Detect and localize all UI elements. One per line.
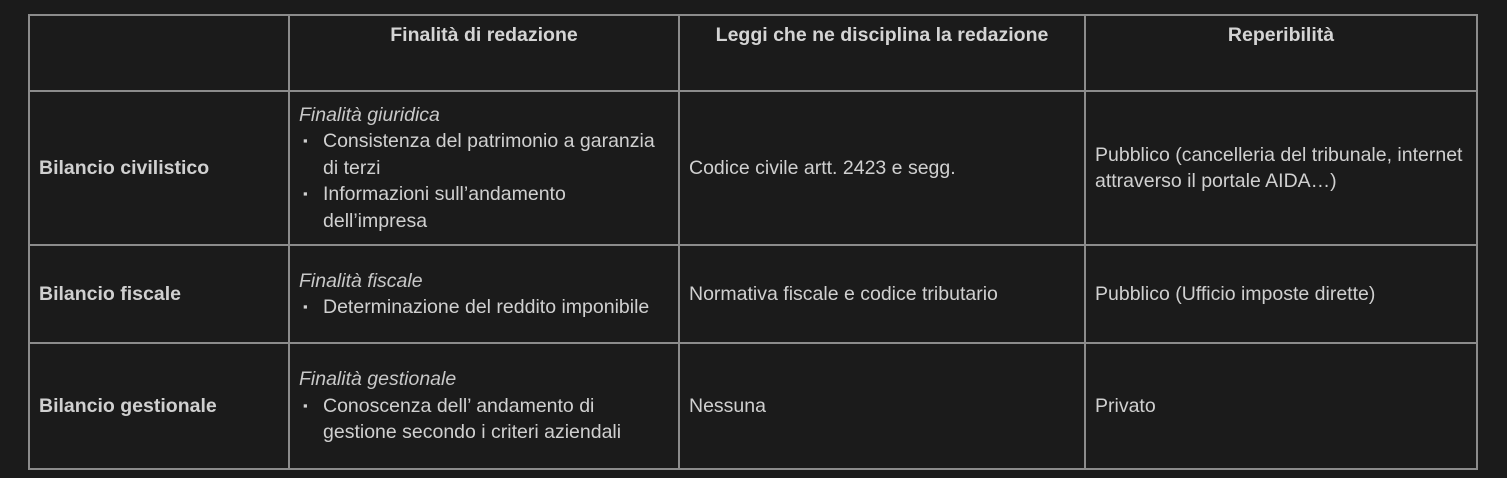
purpose-cell (289, 343, 679, 469)
purpose-item (299, 393, 669, 446)
purpose-title: Finalità fiscale (299, 269, 423, 292)
availability-cell: Privato (1085, 343, 1477, 469)
purpose-cell (289, 91, 679, 245)
square-bullet-icon: ▪ (303, 133, 308, 149)
purpose-list (299, 294, 669, 321)
law-cell: Codice civile artt. 2423 e segg. (679, 91, 1085, 245)
table-row (29, 91, 1477, 245)
purpose-list (299, 128, 669, 234)
purpose-item-text: Determinazione del reddito imponibile (323, 296, 650, 318)
row-name: Bilancio gestionale (29, 343, 289, 469)
purpose-item-text: Conoscenza dell’ andamento di gestione secondo i criteri aziendali (323, 394, 622, 444)
table-row (29, 245, 1477, 343)
purpose-title: Finalità giuridica (299, 103, 440, 126)
square-bullet-icon: ▪ (303, 397, 308, 413)
header-purpose: Finalità di redazione (289, 15, 679, 91)
law-cell: Nessuna (679, 343, 1085, 469)
row-name: Bilancio fiscale (29, 245, 289, 343)
purpose-item (299, 128, 669, 181)
comparison-table (28, 14, 1478, 470)
law-cell: Normativa fiscale e codice tributario (679, 245, 1085, 343)
square-bullet-icon: ▪ (303, 299, 308, 314)
availability-cell: Pubblico (cancelleria del tribunale, internet attraverso il portale AIDA…) (1085, 91, 1477, 245)
purpose-title: Finalità gestionale (299, 368, 457, 391)
availability-cell: Pubblico (Ufficio imposte dirette) (1085, 245, 1477, 343)
purpose-item (299, 181, 669, 234)
header-availability: Reperibilità (1085, 15, 1477, 91)
header-law: Leggi che ne disciplina la redazione (679, 15, 1085, 91)
purpose-item-text: Consistenza del patrimonio a garanzia di terzi (323, 130, 655, 179)
square-bullet-icon: ▪ (303, 186, 308, 202)
purpose-item-text: Informazioni sull’andamento dell’impresa (323, 183, 566, 232)
purpose-cell (289, 245, 679, 343)
header-row (29, 15, 1477, 91)
purpose-list (299, 393, 669, 446)
row-name: Bilancio civilistico (29, 91, 289, 245)
purpose-item (299, 294, 669, 321)
table-row (29, 343, 1477, 469)
header-empty (29, 15, 289, 91)
